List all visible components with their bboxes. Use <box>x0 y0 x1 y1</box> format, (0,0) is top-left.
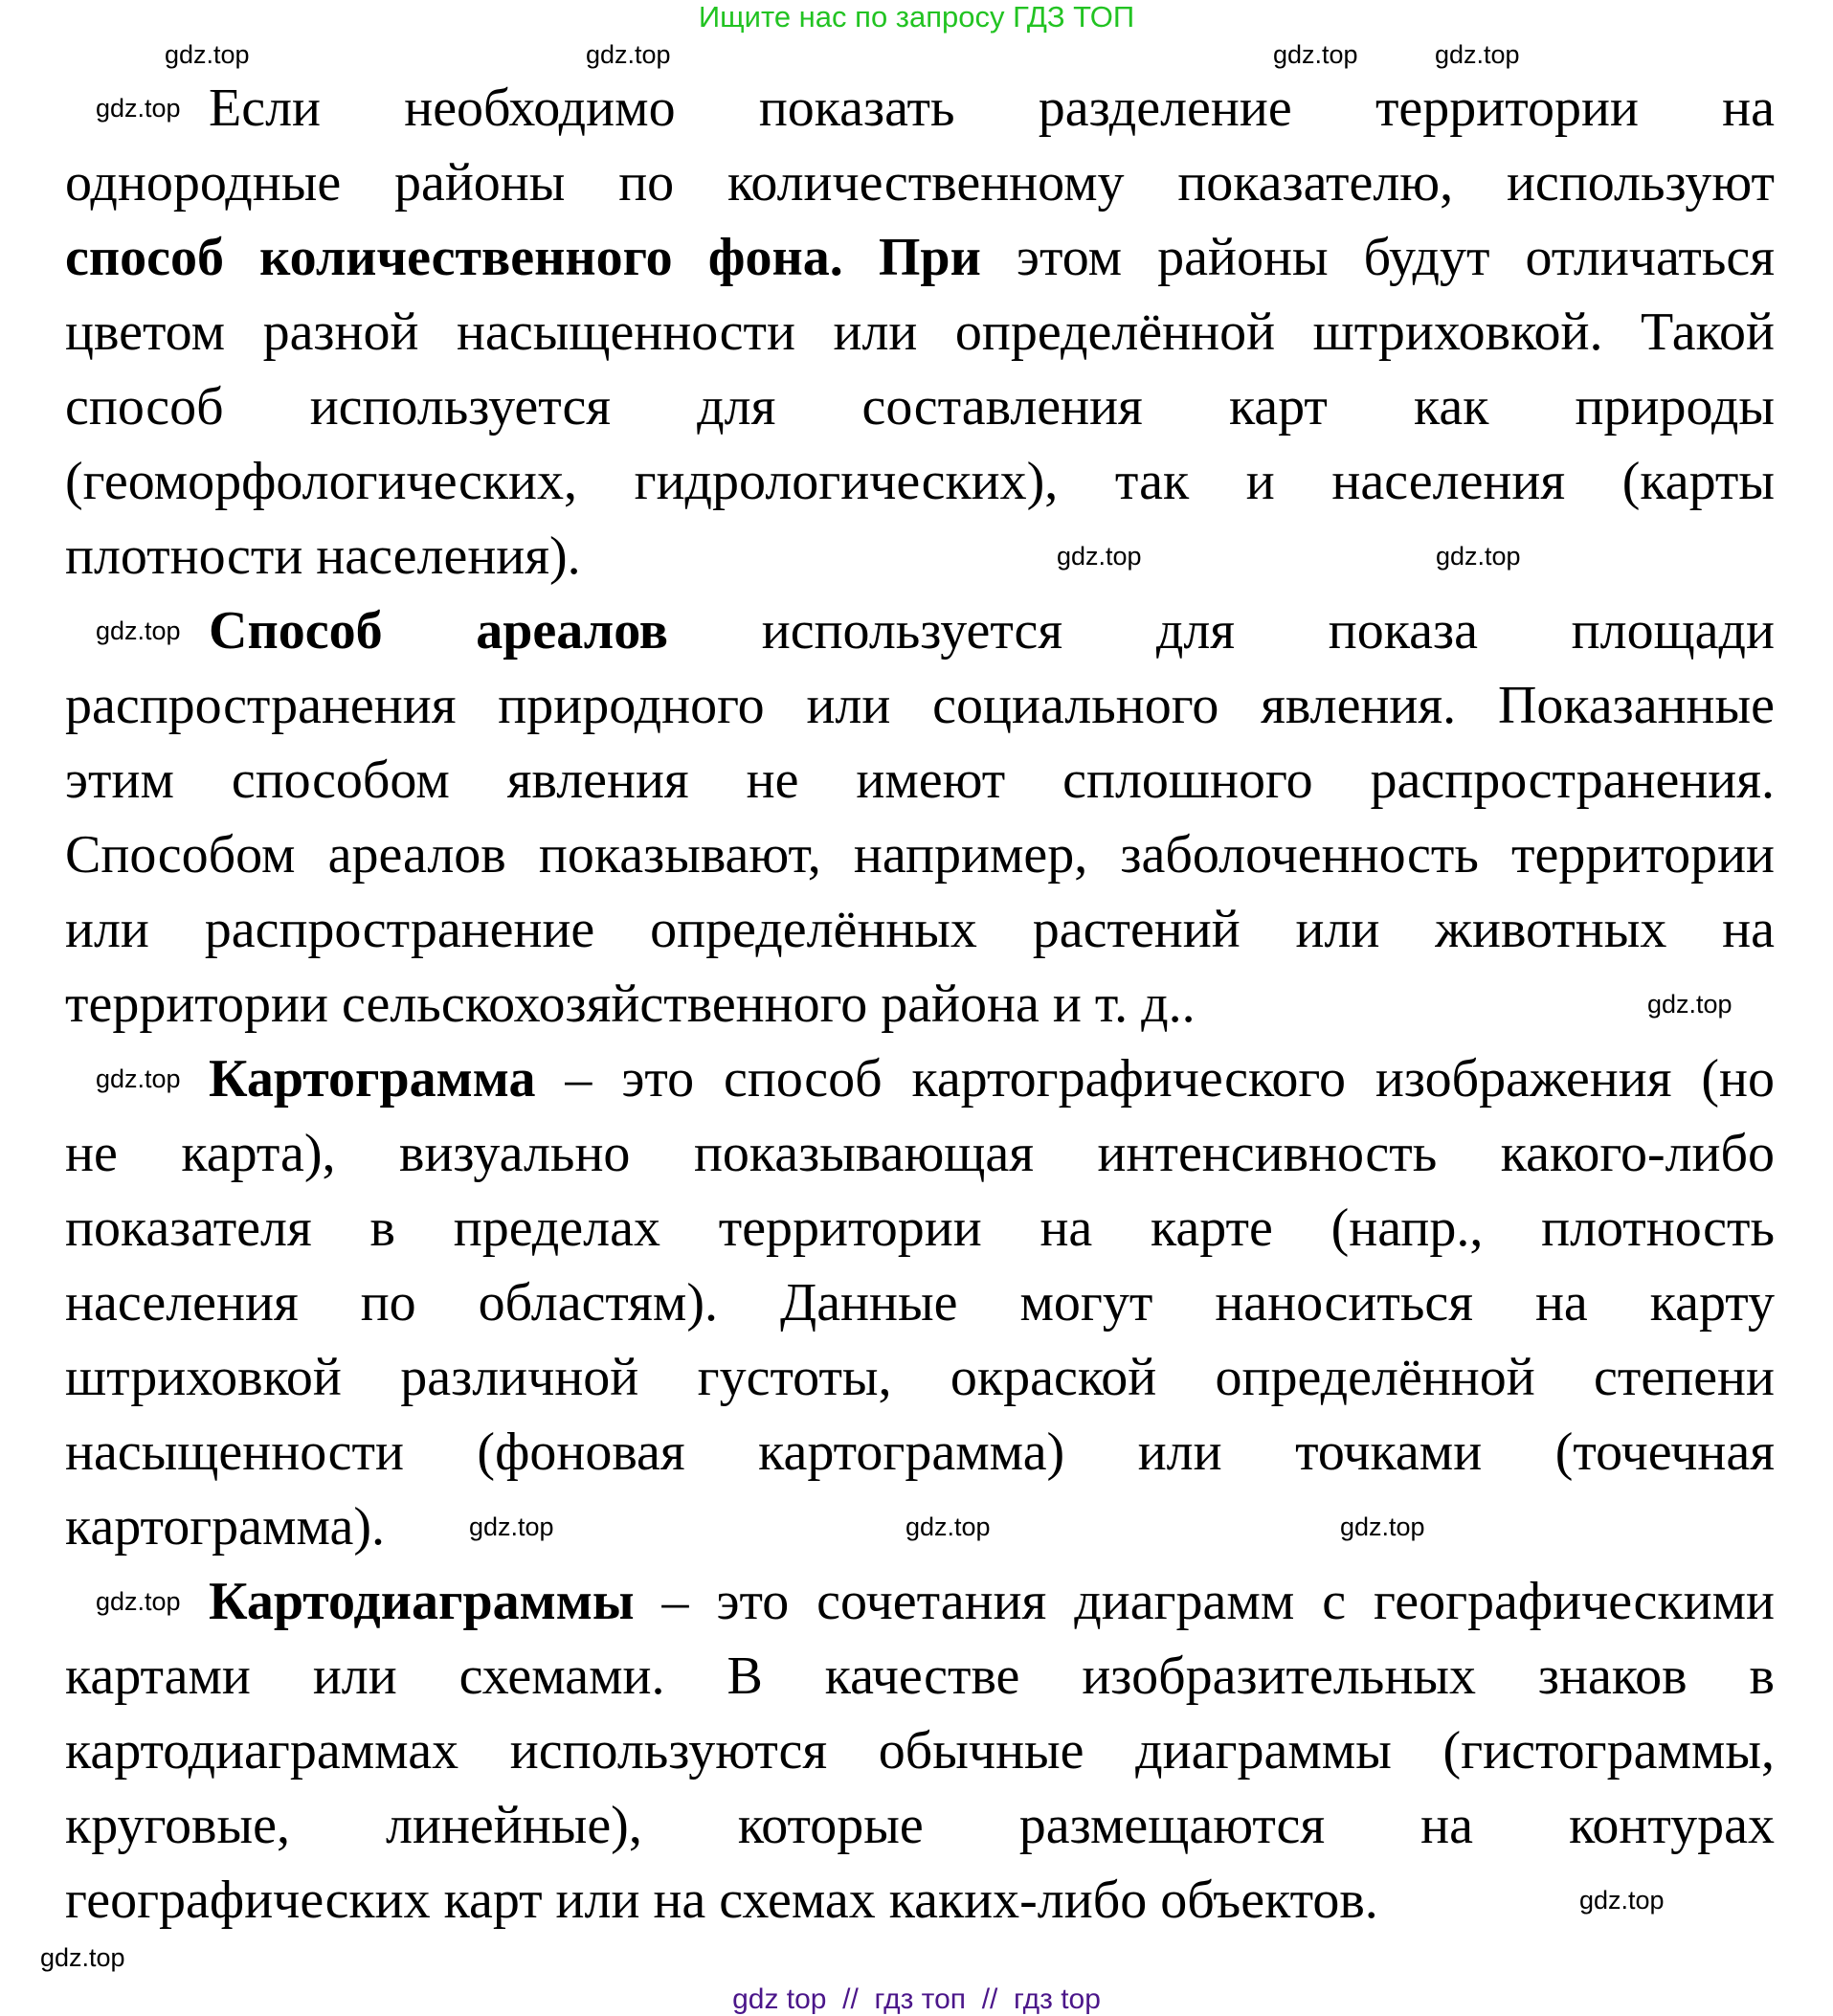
line-text: географических карт или на схемах каких-либо объектов. <box>65 1870 1378 1930</box>
line-text: территории сельскохозяйственного района и т. д.. <box>65 974 1196 1034</box>
paragraph <box>65 594 1775 1042</box>
watermark: gdz.top <box>1435 40 1520 69</box>
text-line <box>65 1788 1775 1863</box>
text-line <box>65 295 1775 370</box>
text-line <box>65 1863 1775 1938</box>
line-text: населения по областям). Данные могут наноситься на карту <box>65 1273 1775 1333</box>
text-line <box>65 1340 1775 1415</box>
line-text: распространения природного или социального явления. Показанные <box>65 676 1775 735</box>
term-bold: Способ ареалов <box>209 601 669 661</box>
text-line <box>65 370 1775 444</box>
text-line <box>65 594 1775 668</box>
watermark: gdz.top <box>469 1512 554 1541</box>
watermark: gdz.top <box>96 94 181 123</box>
footer-banner: gdz top // гдз топ // гдз top <box>732 1983 1101 2015</box>
term-bold: Картодиаграммы <box>209 1572 635 1631</box>
text-line <box>65 71 1775 146</box>
watermark: gdz.top <box>96 1064 181 1093</box>
line-text: – это сочетания диаграмм с географическими <box>634 1572 1775 1631</box>
text-line <box>65 1564 1775 1639</box>
text-line <box>65 1042 1775 1116</box>
watermark: gdz.top <box>96 1587 181 1616</box>
line-text: круговые, линейные), которые размещаются на контурах <box>65 1796 1775 1855</box>
line-text: картограмма). <box>65 1497 386 1557</box>
watermark: gdz.top <box>586 40 671 69</box>
line-text: способ используется для составления карт как природы <box>65 377 1775 437</box>
line-text: не карта), визуально показывающая интенсивность какого-либо <box>65 1124 1775 1183</box>
line-text: этим способом явления не имеют сплошного распространения. <box>65 750 1775 810</box>
paragraph <box>65 1042 1775 1564</box>
line-text: или распространение определённых растений или животных на <box>65 900 1775 959</box>
line-text: штриховкой различной густоты, окраской определённой степени <box>65 1348 1775 1407</box>
line-text: (геоморфологических, гидрологических), так и населения (карты <box>65 452 1775 511</box>
text-line <box>65 818 1775 892</box>
text-line <box>65 1116 1775 1191</box>
term-bold: способ количественного фона. При <box>65 228 981 287</box>
watermark: gdz.top <box>1436 542 1521 571</box>
text-line <box>65 1639 1775 1714</box>
term-bold: Картограмма <box>209 1049 536 1109</box>
line-text: плотности населения). <box>65 526 581 586</box>
line-text: – это способ картографического изображения (но <box>535 1049 1775 1109</box>
watermark: gdz.top <box>1579 1886 1665 1915</box>
text-line <box>65 892 1775 967</box>
text-line <box>65 668 1775 743</box>
text-line <box>65 444 1775 519</box>
watermark: gdz.top <box>96 616 181 645</box>
line-text: цветом разной насыщенности или определённой штриховкой. Такой <box>65 302 1775 362</box>
text-line <box>65 146 1775 220</box>
line-text: Если необходимо показать разделение территории на <box>209 78 1775 138</box>
text-line <box>65 1191 1775 1266</box>
paragraph <box>65 1564 1775 1938</box>
text-line <box>65 1415 1775 1490</box>
watermark: gdz.top <box>1057 542 1142 571</box>
line-text: этом районы будут отличаться <box>980 228 1775 287</box>
watermark: gdz.top <box>165 40 250 69</box>
text-line <box>65 1266 1775 1340</box>
line-text: используется для показа площади <box>668 601 1775 661</box>
line-text: картами или схемами. В качестве изобразительных знаков в <box>65 1646 1775 1706</box>
text-line <box>65 1714 1775 1788</box>
watermark: gdz.top <box>1273 40 1358 69</box>
search-hint-banner: Ищите нас по запросу ГДЗ ТОП <box>698 0 1135 34</box>
watermark: gdz.top <box>1340 1512 1425 1541</box>
text-line <box>65 220 1775 295</box>
paragraph <box>65 71 1775 594</box>
line-text: насыщенности (фоновая картограмма) или точками (точечная <box>65 1422 1775 1482</box>
watermark: gdz.top <box>1647 990 1732 1019</box>
line-text: картодиаграммах используются обычные диаграммы (гистограммы, <box>65 1721 1775 1781</box>
text-line <box>65 743 1775 818</box>
line-text: показателя в пределах территории на карте (напр., плотность <box>65 1198 1775 1258</box>
line-text: Способом ареалов показывают, например, заболоченность территории <box>65 825 1775 885</box>
line-text: однородные районы по количественному показателю, используют <box>65 153 1775 213</box>
text-line <box>65 967 1775 1042</box>
watermark: gdz.top <box>40 1943 125 1972</box>
document-body <box>65 71 1775 1938</box>
watermark: gdz.top <box>905 1512 991 1541</box>
